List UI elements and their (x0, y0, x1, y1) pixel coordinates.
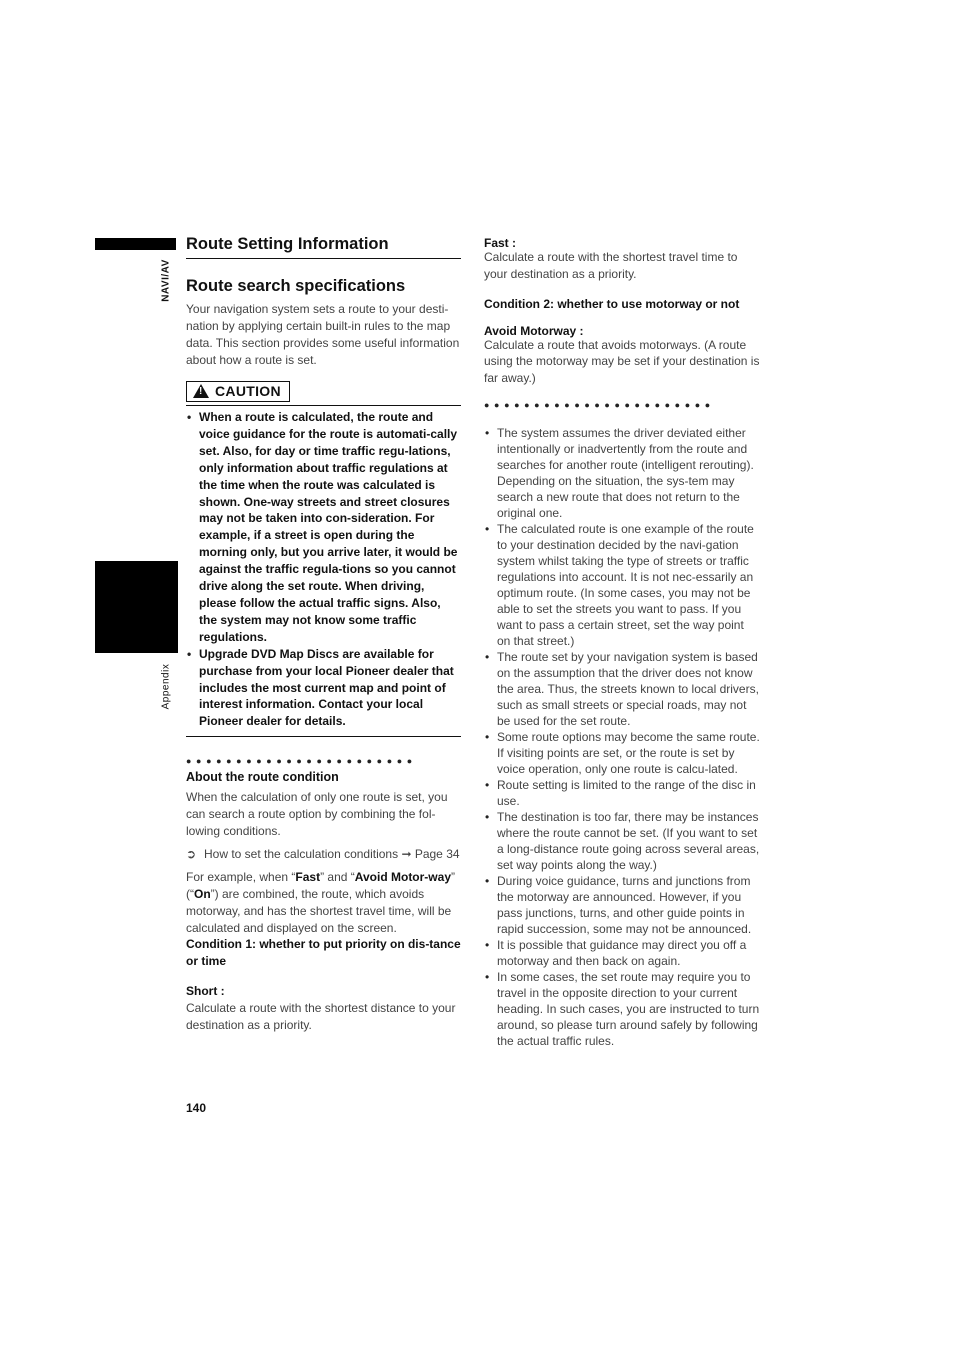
reference-arrow-icon: ➲ (186, 846, 197, 861)
short-label: Short : (186, 984, 225, 999)
intro-text: Your navigation system sets a route to your desti-nation by applying certain built-in rules to the map data. This section provides some useful information about how a route is set. (186, 302, 460, 367)
sub-title: Route search specifications (186, 277, 406, 295)
note-item: • The route set by your navigation system is based on the assumption that the driver does not know the area. Thus, the streets known to local drivers, such as small streets or special roads, may not be used for the set route. (484, 649, 760, 729)
avoid-label: Avoid Motorway : (484, 323, 584, 338)
dotted-divider: ●●●●●●●●●●●●●●●●●●●●●●● (186, 756, 417, 767)
dotted-divider: ●●●●●●●●●●●●●●●●●●●●●●● (484, 400, 715, 411)
avoid-text: Calculate a route that avoids motorways. (A route using the motorway may be set if your destination is far away.) (484, 337, 760, 386)
caution-item: • Upgrade DVD Map Discs are available for purchase from your local Pioneer dealer that includes the most current map and point of interest information. Contact your local Pioneer dealer for details. (186, 646, 461, 731)
caution-list (186, 409, 461, 730)
about-text: When the calculation of only one route is set, you can search a route option by combining the fol-lowing conditions. (186, 790, 448, 838)
page-reference (186, 846, 461, 863)
note-item: • In some cases, the set route may require you to travel in the opposite direction to your current heading. In such cases, you are instructed to turn around, so please turn around safely by following the actual traffic rules. (484, 969, 760, 1049)
caution-bottom-rule (186, 736, 461, 737)
warning-icon: ! (193, 384, 209, 398)
condition-2-heading: Condition 2: whether to use motorway or not (484, 296, 740, 311)
note-item: • It is possible that guidance may direct you off a motorway and then back on again. (484, 937, 760, 969)
fast-label: Fast : (484, 236, 517, 250)
reference-text: How to set the calculation conditions ➞ Page 34 (204, 846, 460, 861)
notes-list (484, 425, 760, 1049)
section-title: Route Setting Information (186, 235, 389, 253)
right-column (484, 235, 760, 1049)
section-title-rule (186, 258, 461, 259)
caution-header (186, 381, 461, 403)
caution-label: CAUTION (215, 382, 281, 399)
fast-text: Calculate a route with the shortest travel time to your destination as a priority. (484, 249, 738, 281)
note-item: • During voice guidance, turns and junctions from the motorway are announced. However, if you pass junctions, turns, and other guide points in rapid succession, some may not be announced. (484, 873, 760, 937)
note-item: • The calculated route is one example of the route to your destination decided by the navi-gation system whilst taking the type of streets or traffic regulations into account. It is not nec-essarily an optimum route. (In some cases, you may not be able to set the streets you want to pass. If you want to pass a certain street, set the way point on that street.) (484, 521, 760, 649)
note-item: • Route setting is limited to the range of the disc in use. (484, 777, 760, 809)
short-text: Calculate a route with the shortest distance to your destination as a priority. (186, 1001, 456, 1033)
example-text: For example, when “Fast” and “Avoid Motor-way” (“On”) are combined, the route, which avoids motorway, and has the shortest travel time, will be calculated and displayed on the screen. (186, 869, 455, 935)
note-item: • The destination is too far, there may be instances where the route cannot be set. (If you want to set a long-distance route going across several areas, set way points along the way.) (484, 809, 760, 873)
side-tab-appendix: Appendix (160, 663, 172, 710)
caution-top-rule (186, 405, 461, 406)
page-number: 140 (186, 1101, 207, 1115)
header-black-bar (95, 238, 176, 250)
caution-item: • When a route is calculated, the route and voice guidance for the route is automati-cally set. Also, for day or time traffic regu-lations, only information about traffic regulations at the time when the route was calculated is shown. One-way streets and street closures may not be taken into con-sideration. For example, if a street is open during the morning only, but you arrive later, it would be against the traffic regula-tions so you cannot drive along the set route. When driving, please follow the actual traffic signs. Also, the system may not know some traffic regulations. (186, 409, 461, 646)
section-tab-block (95, 561, 178, 653)
note-item: • Some route options may become the same route. If visiting points are set, or the route is set by voice operation, only one route is calcu-lated. (484, 729, 760, 777)
condition-1-heading: Condition 1: whether to put priority on dis-tance or time (186, 937, 461, 969)
note-item: • The system assumes the driver deviated either intentionally or inadvertently from the route and searches for another route (intelligent rerouting). Depending on the situation, the sys-tem may search a new route that does not return to the original one. (484, 425, 760, 521)
about-heading: About the route condition (186, 770, 339, 785)
caution-badge (186, 381, 290, 402)
left-column (186, 234, 461, 1034)
side-tab-navi-av: NAVI/AV (160, 259, 172, 302)
